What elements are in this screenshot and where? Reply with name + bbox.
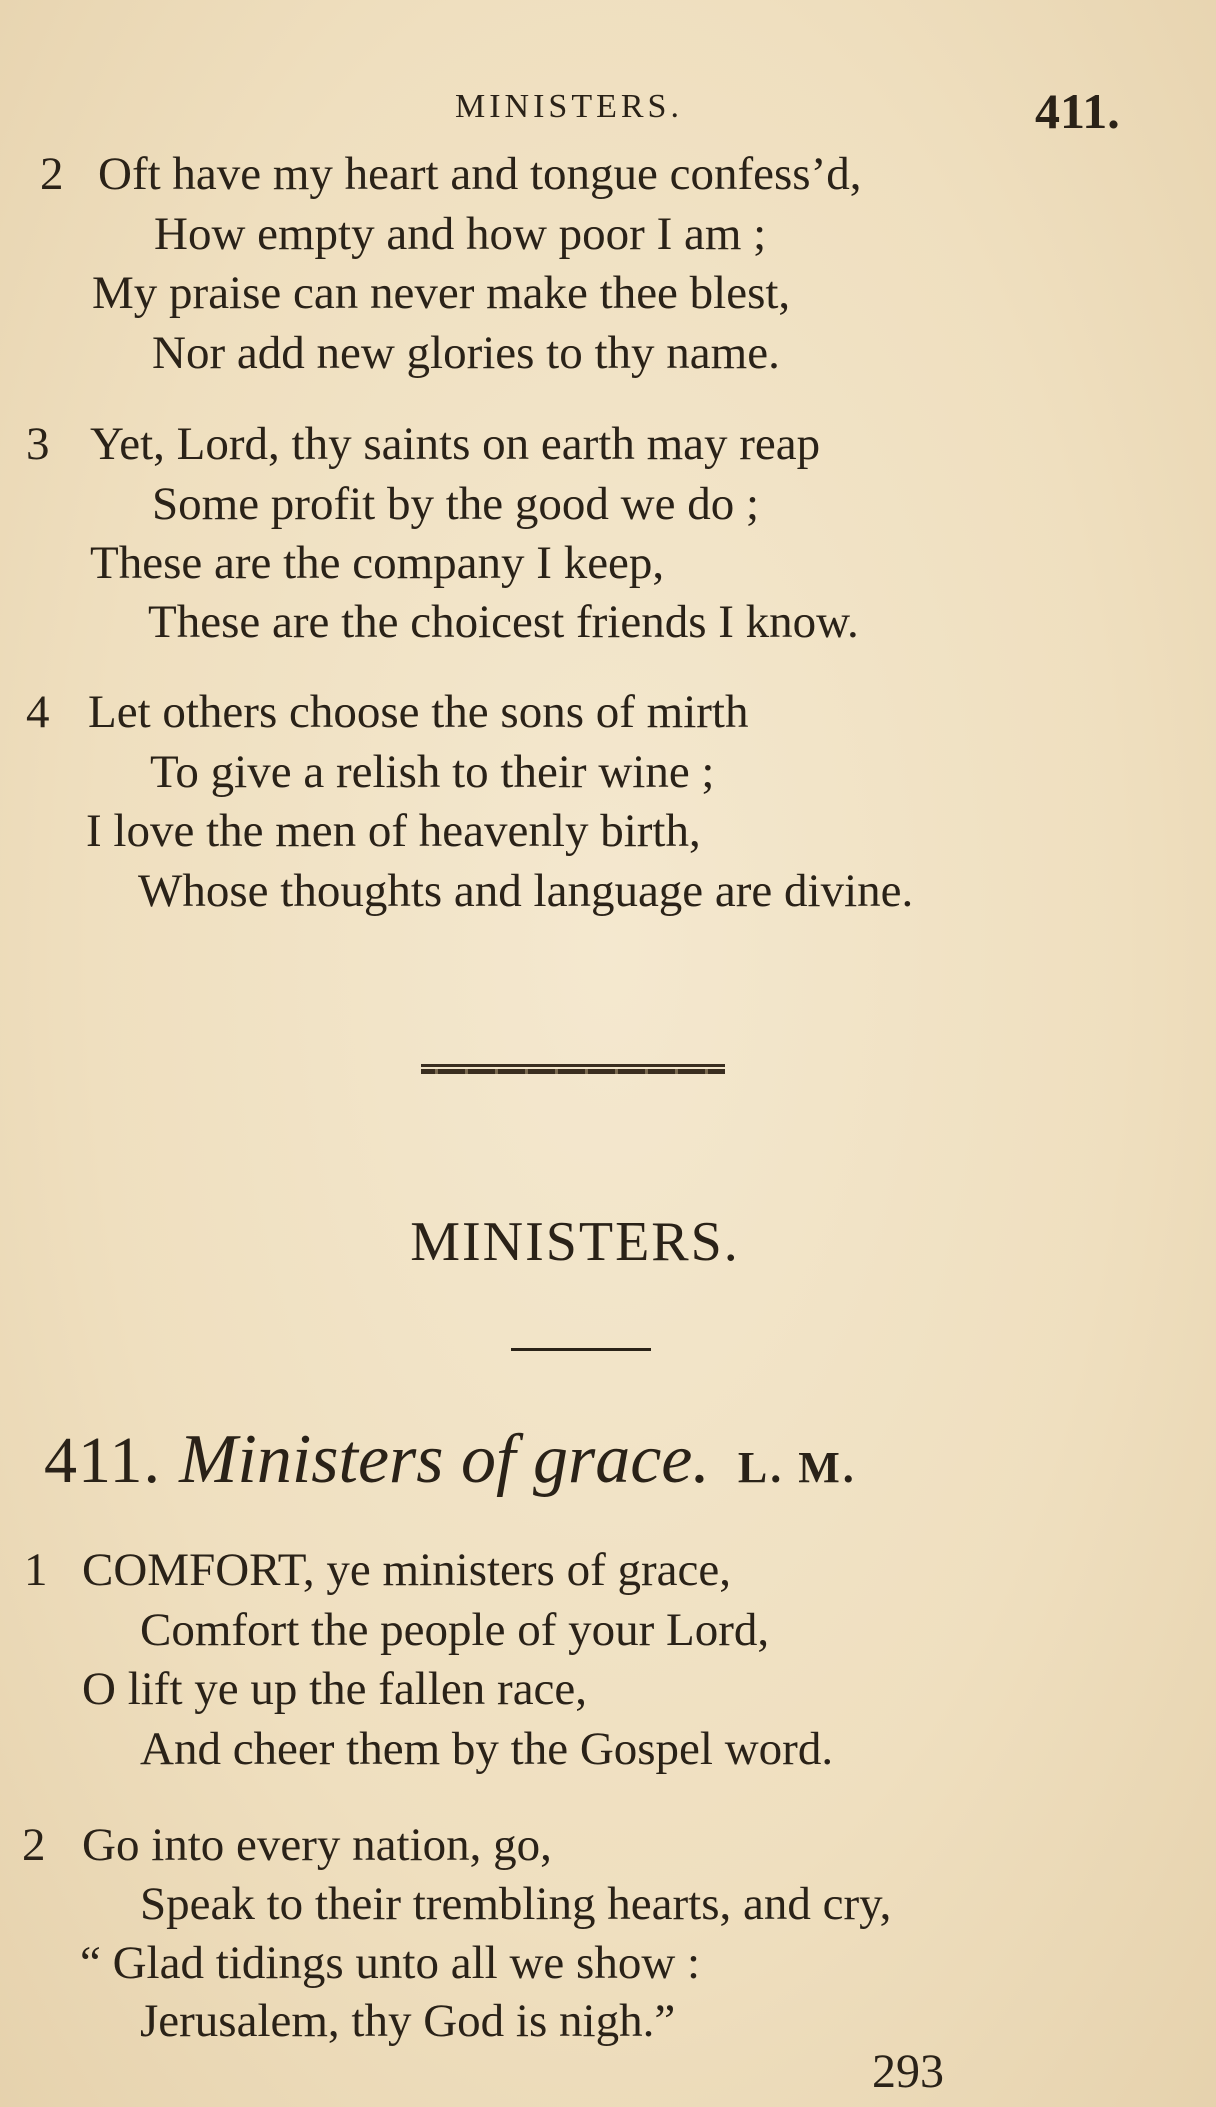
verse-number: 2 xyxy=(22,1819,46,1871)
verse-line: Let others choose the sons of mirth xyxy=(88,686,749,738)
running-header xyxy=(0,82,1216,139)
verse-line: How empty and how poor I am ; xyxy=(154,208,767,260)
verse-line: Speak to their trembling hearts, and cry, xyxy=(140,1878,892,1930)
verse-line: These are the company I keep, xyxy=(90,537,665,589)
hymn-heading xyxy=(44,1420,1194,1500)
verse-line: Jerusalem, thy God is nigh.” xyxy=(140,1995,676,2047)
ornamental-divider xyxy=(421,1064,725,1074)
verse-line: And cheer them by the Gospel word. xyxy=(140,1723,834,1775)
verse-number: 2 xyxy=(40,148,64,200)
verse-line: My praise can never make thee blest, xyxy=(92,267,791,319)
verse-line: Yet, Lord, thy saints on earth may reap xyxy=(90,418,821,470)
running-title: MINISTERS. xyxy=(455,88,683,125)
hymn-number-header: 411. xyxy=(1035,83,1120,139)
verse-line: Go into every nation, go, xyxy=(82,1819,552,1871)
verse-line: Comfort the people of your Lord, xyxy=(140,1604,770,1656)
verse-line: Oft have my heart and tongue confess’d, xyxy=(98,148,862,200)
hymn-number: 411. xyxy=(44,1424,162,1497)
short-divider xyxy=(511,1348,651,1351)
verse-line: Whose thoughts and language are divine. xyxy=(138,865,914,917)
verse-number: 1 xyxy=(24,1544,48,1596)
section-title: MINISTERS. xyxy=(410,1211,740,1273)
hymn-title: Ministers of grace. xyxy=(179,1421,710,1498)
verse-number: 3 xyxy=(26,418,50,470)
verse-line: O lift ye up the fallen race, xyxy=(82,1663,588,1715)
verse-line: Some profit by the good we do ; xyxy=(152,478,760,530)
verse-line: Nor add new glories to thy name. xyxy=(152,327,780,379)
verse-line: COMFORT, ye ministers of grace, xyxy=(82,1544,731,1596)
hymn-meter: L. M. xyxy=(737,1443,857,1492)
verse-line: I love the men of heavenly birth, xyxy=(86,805,701,857)
verse-line: To give a relish to their wine ; xyxy=(150,746,715,798)
page-number-footer: 293 xyxy=(872,2045,944,2098)
verse-line: These are the choicest friends I know. xyxy=(148,596,859,648)
verse-number: 4 xyxy=(26,686,50,738)
verse-line: “ Glad tidings unto all we show : xyxy=(80,1937,701,1989)
